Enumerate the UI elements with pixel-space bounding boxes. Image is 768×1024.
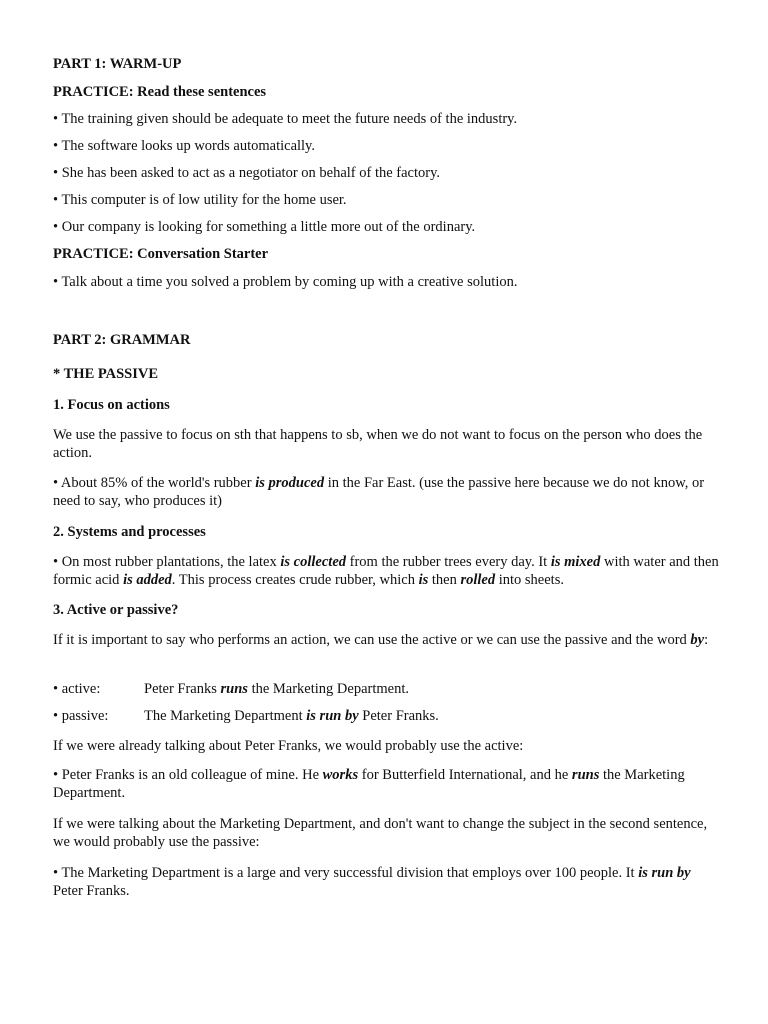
sentence-item: • This computer is of low utility for the home user. <box>53 192 347 208</box>
active-label: • active: <box>53 681 101 697</box>
part2-heading: PART 2: GRAMMAR <box>53 332 191 348</box>
passive-label: • passive: <box>53 708 109 724</box>
sentence-item: • She has been asked to act as a negotiator on behalf of the factory. <box>53 165 441 181</box>
practice-read-heading: PRACTICE: Read these sentences <box>53 84 267 100</box>
sentence-item: • Our company is looking for something a little more out of the ordinary. <box>53 219 476 235</box>
active-verb: runs <box>571 767 600 783</box>
passive-verb: is added <box>123 572 172 588</box>
by-word: by <box>690 632 705 648</box>
active-sentence: Peter Franks runs the Marketing Department. <box>144 681 409 697</box>
sentence-item: • The training given should be adequate to meet the future needs of the industry. <box>53 111 518 127</box>
section3-paragraph3: If we were talking about the Marketing Department, and don't want to change the subject in the second sentence, we would probably use the passive: <box>53 816 708 850</box>
passive-verb: is mixed <box>550 554 601 570</box>
section3-paragraph2: If we were already talking about Peter Franks, we would probably use the active: <box>53 738 524 754</box>
section1-paragraph: We use the passive to focus on sth that happens to sb, when we do not want to focus on the person who does the action. <box>53 427 703 461</box>
conversation-starter: • Talk about a time you solved a problem by coming up with a creative solution. <box>53 274 518 290</box>
section3-title: 3. Active or passive? <box>53 602 179 618</box>
passive-sentence: The Marketing Department is run by Peter Franks. <box>144 708 439 724</box>
active-verb: runs <box>220 681 248 697</box>
passive-verb: is produced <box>255 475 325 491</box>
sentence-item: • The software looks up words automatically. <box>53 138 315 154</box>
active-verb: works <box>322 767 359 783</box>
passive-verb: is collected <box>280 554 347 570</box>
passive-example-row <box>53 707 723 725</box>
practice-conversation-heading: PRACTICE: Conversation Starter <box>53 246 269 262</box>
section3-example2: • Peter Franks is an old colleague of mine. He works for Butterfield International, and he runs the Marketing Department. <box>53 767 685 801</box>
active-example-row <box>53 680 723 698</box>
passive-verb: is run by <box>638 865 691 881</box>
section2-example: • On most rubber plantations, the latex is collected from the rubber trees every day. It is mixed with water and then formic acid is added. This process creates crude rubber, which is then rolled into sheets. <box>53 554 719 588</box>
section3-intro: If it is important to say who performs an action, we can use the active or we can use the passive and the word by: <box>53 632 709 648</box>
section3-example3: • The Marketing Department is a large and very successful division that employs over 100 people. It is run by Peter Franks. <box>53 865 691 899</box>
passive-topic: * THE PASSIVE <box>53 366 159 382</box>
section1-example: • About 85% of the world's rubber is produced in the Far East. (use the passive here because we do not know, or need to say, who produces it) <box>53 475 705 509</box>
passive-verb: is <box>418 572 429 588</box>
passive-verb: is run by <box>306 708 359 724</box>
section1-title: 1. Focus on actions <box>53 397 170 413</box>
passive-verb: rolled <box>460 572 496 588</box>
part1-heading: PART 1: WARM-UP <box>53 56 182 72</box>
section2-title: 2. Systems and processes <box>53 524 206 540</box>
